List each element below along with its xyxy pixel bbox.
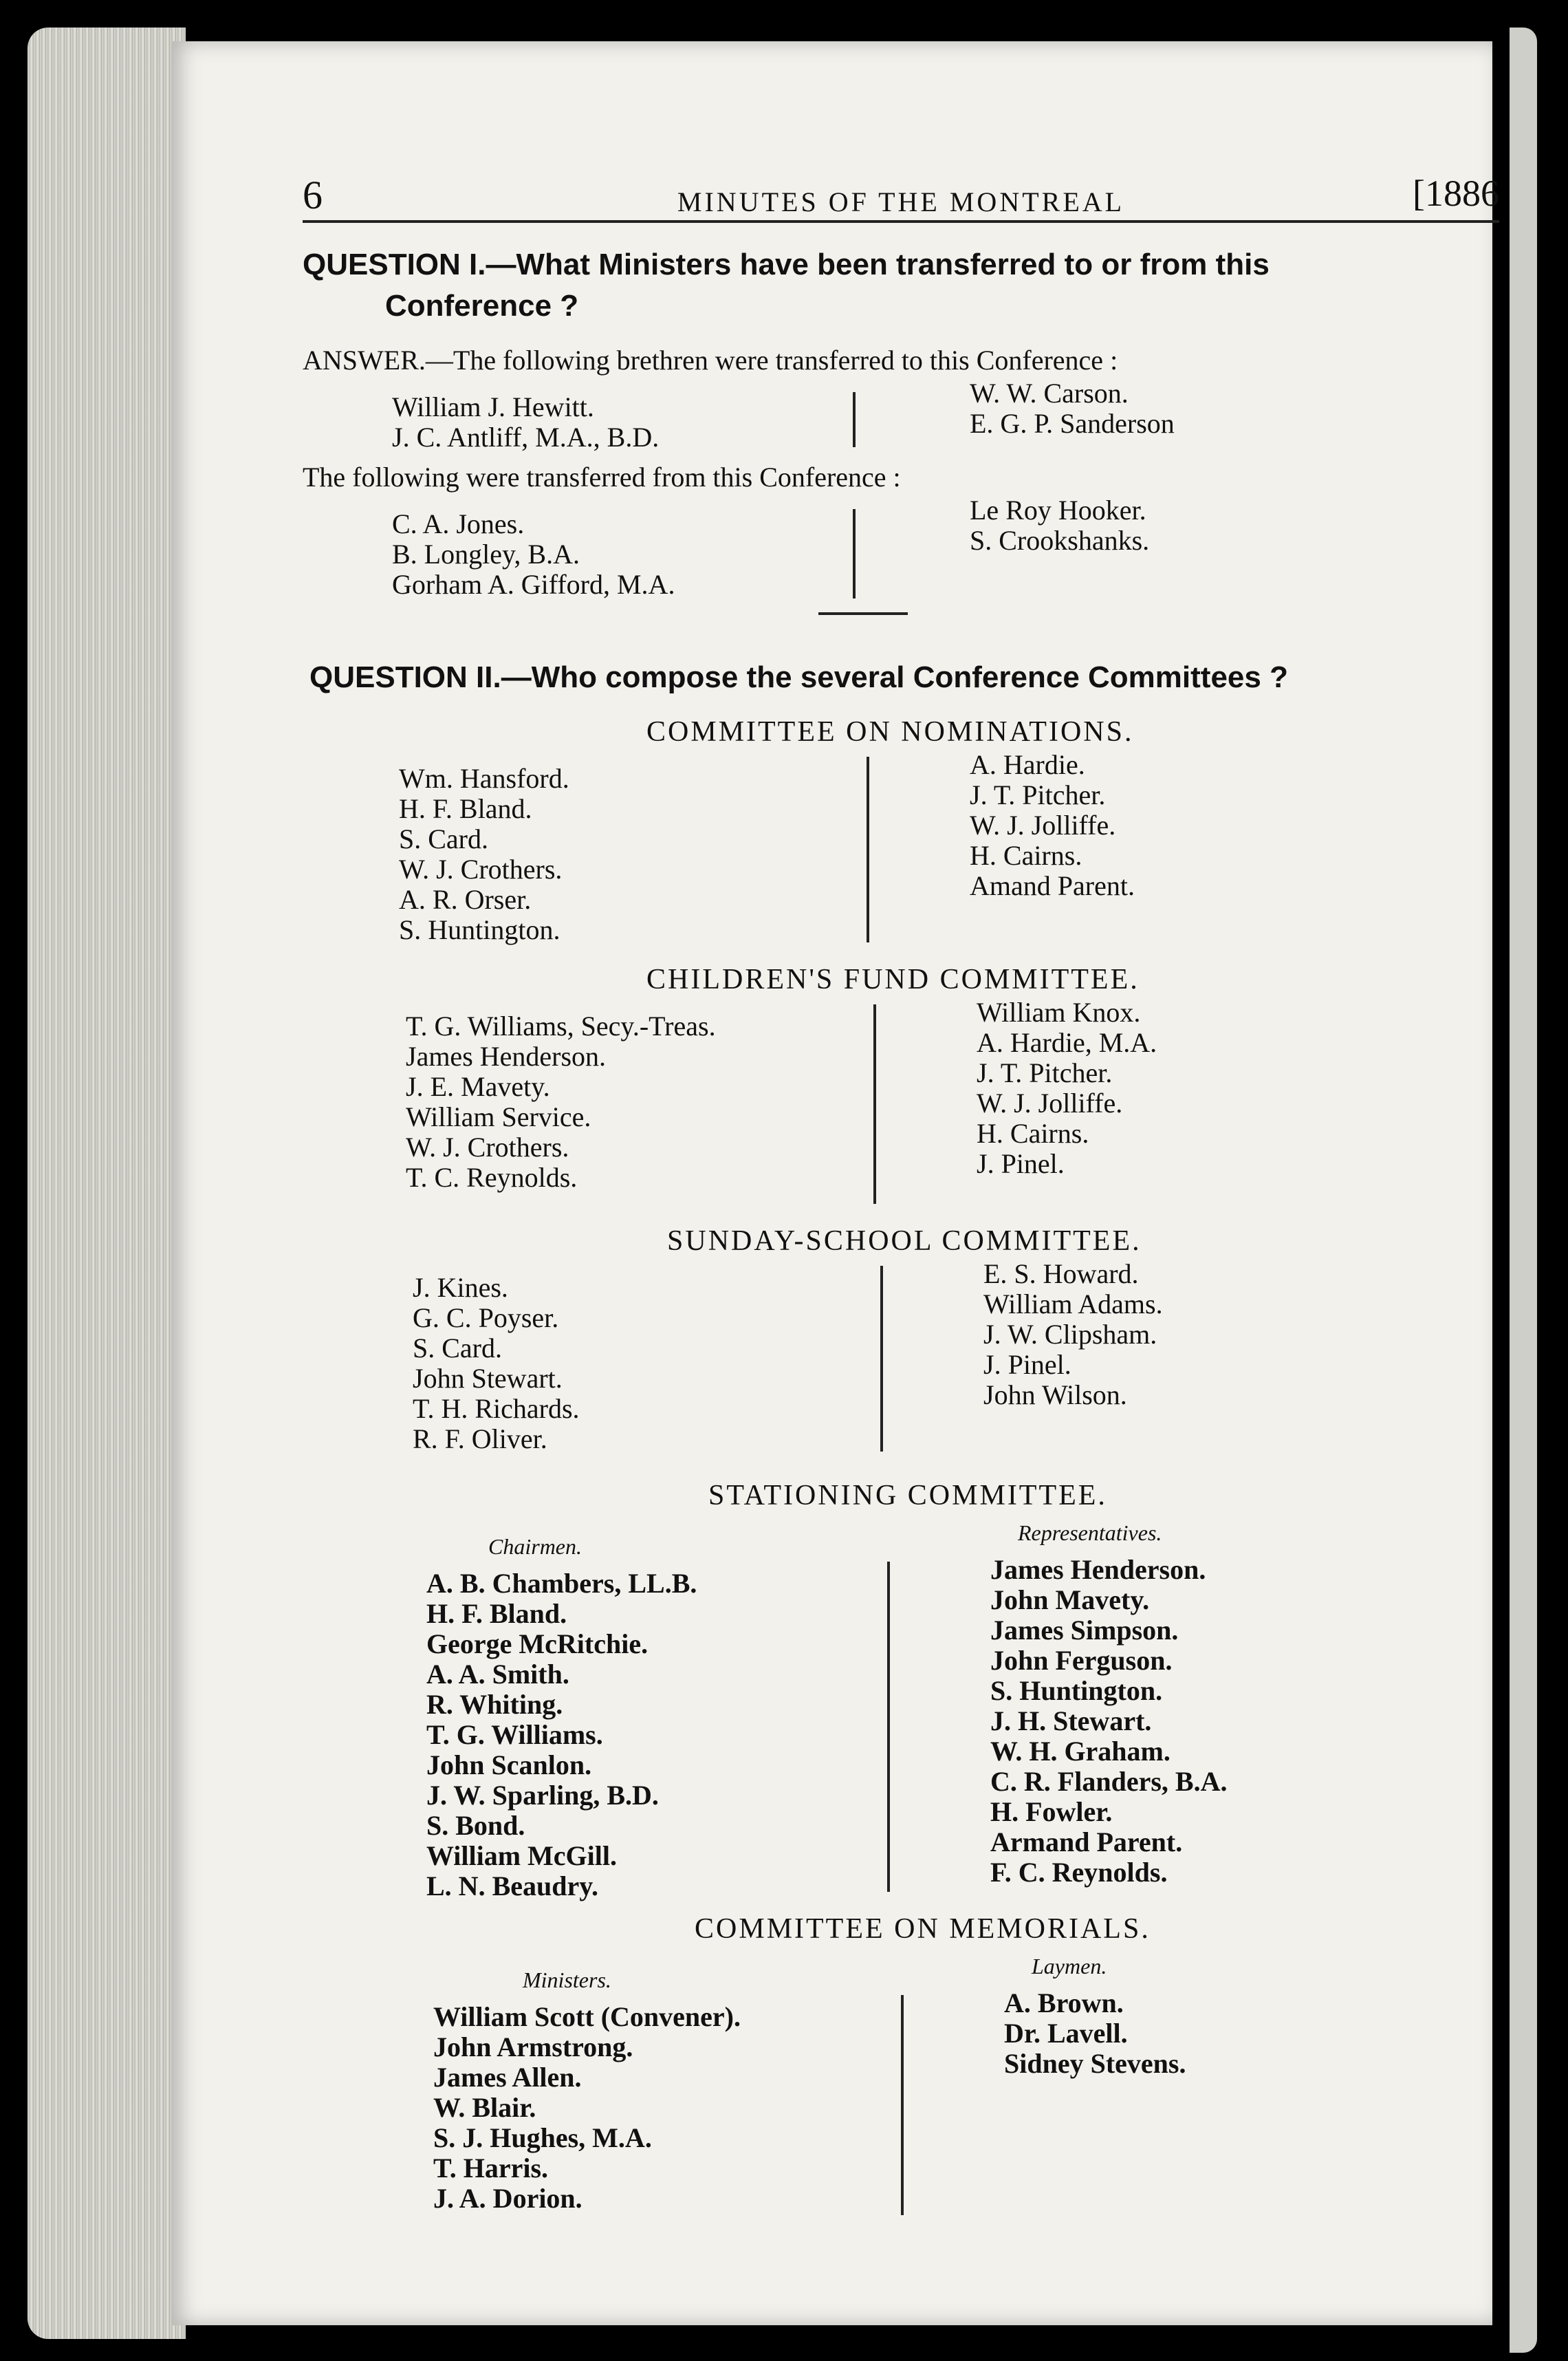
- name-entry: A. A. Smith.: [426, 1659, 569, 1690]
- name-entry: James Allen.: [433, 2062, 582, 2093]
- stationing-right-column: [990, 1555, 1227, 1888]
- laymen-subhead: Laymen.: [1032, 1954, 1107, 1979]
- memorials-right-column: [1004, 1988, 1186, 2079]
- name-entry: R. F. Oliver.: [413, 1423, 547, 1454]
- name-entry: William Scott (Convener).: [433, 2001, 741, 2032]
- name-entry: S. Crookshanks.: [970, 525, 1150, 556]
- sunday-school-title: SUNDAY-SCHOOL COMMITTEE.: [667, 1225, 1142, 1257]
- name-entry: Sidney Stevens.: [1004, 2048, 1186, 2079]
- name-entry: H. Cairns.: [970, 840, 1082, 871]
- page-number: 6: [303, 173, 323, 217]
- stationing-left-column: [426, 1568, 697, 1901]
- column-divider: [867, 757, 869, 942]
- sunday-school-right-column: [983, 1259, 1163, 1410]
- name-entry: J. W. Clipsham.: [983, 1319, 1157, 1350]
- name-entry: A. Brown.: [1004, 1987, 1124, 2018]
- name-entry: E. S. Howard.: [983, 1258, 1139, 1289]
- question1-from-intro: The following were transferred from this Conference :: [303, 462, 901, 493]
- name-entry: J. C. Antliff, M.A., B.D.: [392, 422, 660, 453]
- sunday-school-left-column: [413, 1273, 580, 1454]
- name-entry: T. Harris.: [433, 2153, 549, 2184]
- running-head-year: [1886: [1413, 173, 1499, 214]
- childrens-fund-right-column: [977, 998, 1157, 1179]
- chairmen-subhead: Chairmen.: [488, 1534, 582, 1559]
- name-entry: B. Longley, B.A.: [392, 539, 580, 570]
- name-entry: W. J. Jolliffe.: [970, 810, 1116, 841]
- name-entry: James Henderson.: [406, 1041, 607, 1072]
- facing-page-edge: [1510, 28, 1537, 2353]
- name-entry: C. A. Jones.: [392, 508, 525, 539]
- question1-heading-line1: QUESTION I.—What Ministers have been transferred to or from this: [303, 248, 1270, 281]
- name-entry: H. Cairns.: [977, 1118, 1089, 1149]
- name-entry: H. F. Bland.: [426, 1598, 567, 1629]
- name-entry: A. Hardie, M.A.: [977, 1027, 1157, 1058]
- name-entry: Amand Parent.: [970, 870, 1135, 901]
- representatives-subhead: Representatives.: [1018, 1520, 1162, 1545]
- name-entry: J. Pinel.: [983, 1349, 1071, 1380]
- name-entry: William Adams.: [983, 1289, 1163, 1319]
- name-entry: William J. Hewitt.: [392, 391, 594, 422]
- name-entry: C. R. Flanders, B.A.: [990, 1766, 1228, 1797]
- name-entry: S. Huntington.: [399, 914, 560, 945]
- name-entry: J. W. Sparling, B.D.: [426, 1780, 659, 1811]
- name-entry: John Ferguson.: [990, 1645, 1173, 1676]
- name-entry: A. Hardie.: [970, 749, 1085, 780]
- name-entry: T. G. Williams, Secy.-Treas.: [406, 1011, 716, 1042]
- nominations-title: COMMITTEE ON NOMINATIONS.: [646, 716, 1134, 748]
- name-entry: A. B. Chambers, LL.B.: [426, 1568, 697, 1599]
- name-entry: H. F. Bland.: [399, 793, 532, 824]
- transferred-from-right: [970, 495, 1149, 556]
- childrens-fund-title: CHILDREN'S FUND COMMITTEE.: [646, 964, 1140, 995]
- running-head: [303, 165, 1499, 223]
- name-entry: J. Pinel.: [977, 1148, 1065, 1179]
- name-entry: S. Huntington.: [990, 1675, 1163, 1706]
- name-entry: J. A. Dorion.: [433, 2183, 582, 2214]
- name-entry: John Mavety.: [990, 1584, 1150, 1615]
- name-entry: Le Roy Hooker.: [970, 495, 1146, 526]
- name-entry: William Service.: [406, 1101, 591, 1132]
- question2-heading: QUESTION II.—Who compose the several Conference Committees ?: [309, 660, 1288, 694]
- name-entry: F. C. Reynolds.: [990, 1857, 1168, 1888]
- name-entry: John Stewart.: [413, 1363, 563, 1394]
- name-entry: S. Card.: [413, 1333, 502, 1363]
- book-page: [172, 41, 1499, 2325]
- name-entry: S. Bond.: [426, 1810, 525, 1841]
- name-entry: W. J. Crothers.: [406, 1132, 569, 1163]
- name-entry: Armand Parent.: [990, 1826, 1183, 1857]
- name-entry: L. N. Beaudry.: [426, 1871, 599, 1901]
- name-entry: A. R. Orser.: [399, 884, 532, 915]
- memorials-left-column: [433, 2002, 741, 2214]
- transferred-to-left: [392, 392, 659, 453]
- ministers-subhead: Ministers.: [523, 1968, 611, 1992]
- name-entry: W. W. Carson.: [970, 378, 1129, 409]
- nominations-left-column: [399, 764, 569, 945]
- stationing-title: STATIONING COMMITTEE.: [708, 1480, 1107, 1511]
- name-entry: S. Card.: [399, 823, 488, 854]
- name-entry: W. H. Graham.: [990, 1736, 1170, 1767]
- column-divider: [853, 392, 856, 447]
- running-head-title: MINUTES OF THE MONTREAL: [677, 186, 1125, 217]
- name-entry: W. J. Crothers.: [399, 854, 563, 885]
- section-divider: [818, 612, 908, 615]
- memorials-title: COMMITTEE ON MEMORIALS.: [695, 1913, 1151, 1945]
- column-divider: [853, 509, 856, 599]
- name-entry: J. T. Pitcher.: [970, 779, 1106, 810]
- name-entry: John Scanlon.: [426, 1749, 592, 1780]
- name-entry: S. J. Hughes, M.A.: [433, 2122, 652, 2153]
- childrens-fund-left-column: [406, 1011, 716, 1193]
- name-entry: Wm. Hansford.: [399, 763, 569, 794]
- name-entry: W. J. Jolliffe.: [977, 1088, 1123, 1119]
- name-entry: E. G. P. Sanderson: [970, 408, 1175, 439]
- name-entry: J. Kines.: [413, 1272, 508, 1303]
- book-page-edges: [28, 28, 186, 2339]
- column-divider: [901, 1995, 904, 2215]
- name-entry: H. Fowler.: [990, 1796, 1113, 1827]
- column-divider: [887, 1562, 890, 1892]
- name-entry: James Simpson.: [990, 1615, 1179, 1646]
- name-entry: Dr. Lavell.: [1004, 2018, 1128, 2049]
- name-entry: J. T. Pitcher.: [977, 1057, 1113, 1088]
- transferred-to-right: [970, 378, 1175, 439]
- name-entry: John Wilson.: [983, 1379, 1127, 1410]
- name-entry: T. H. Richards.: [413, 1393, 580, 1424]
- column-divider: [880, 1266, 883, 1452]
- name-entry: William Knox.: [977, 997, 1141, 1028]
- name-entry: J. H. Stewart.: [990, 1705, 1152, 1736]
- name-entry: R. Whiting.: [426, 1689, 563, 1720]
- column-divider: [873, 1004, 876, 1204]
- nominations-right-column: [970, 750, 1135, 901]
- name-entry: W. Blair.: [433, 2092, 536, 2123]
- name-entry: Gorham A. Gifford, M.A.: [392, 569, 675, 600]
- name-entry: James Henderson.: [990, 1554, 1206, 1585]
- name-entry: T. G. Williams.: [426, 1719, 603, 1750]
- name-entry: John Armstrong.: [433, 2031, 633, 2062]
- name-entry: G. C. Poyser.: [413, 1302, 559, 1333]
- question1-heading-line2: Conference ?: [385, 289, 579, 323]
- name-entry: William McGill.: [426, 1840, 618, 1871]
- name-entry: George McRitchie.: [426, 1628, 649, 1659]
- question1-answer-intro: ANSWER.—The following brethren were transferred to this Conference :: [303, 345, 1118, 376]
- transferred-from-left: [392, 509, 675, 600]
- name-entry: T. C. Reynolds.: [406, 1162, 578, 1193]
- name-entry: J. E. Mavety.: [406, 1071, 550, 1102]
